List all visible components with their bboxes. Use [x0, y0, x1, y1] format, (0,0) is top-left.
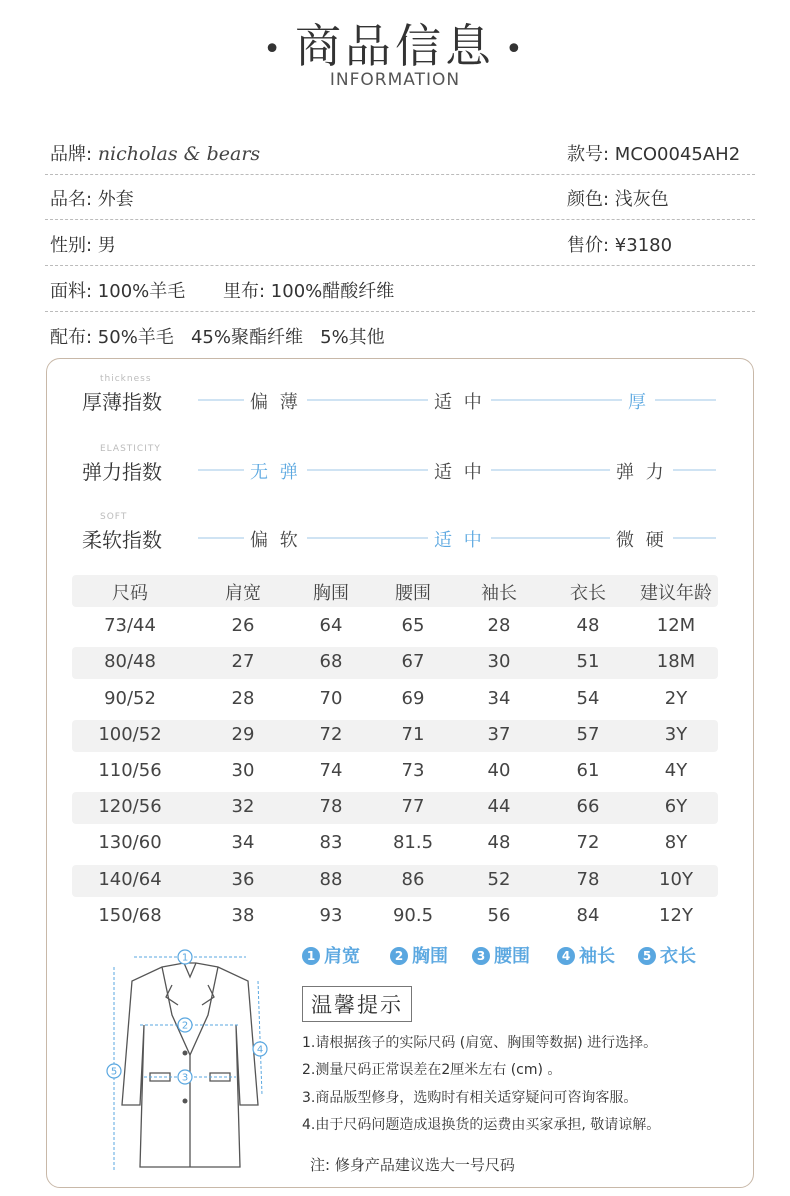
table-cell: 8Y	[664, 832, 688, 854]
table-cell: 93	[319, 904, 343, 926]
table-cell: 12M	[656, 615, 696, 637]
table-cell: 84	[576, 904, 600, 926]
table-cell: 130/60	[98, 832, 162, 854]
table-cell: 4Y	[664, 760, 688, 781]
table-cell: 77	[401, 796, 425, 818]
product-lining: 里布: 100%醋酸纤维	[223, 281, 395, 302]
product-fabric: 面料: 100%羊毛	[50, 281, 186, 302]
product-gender: 性别: 男	[50, 235, 116, 256]
table-cell: 86	[401, 868, 425, 890]
table-header-cell: 建议年龄	[640, 583, 712, 604]
table-cell: 74	[319, 760, 343, 781]
table-cell: 12Y	[659, 904, 693, 926]
table-cell: 51	[576, 651, 600, 673]
diagram-marker-number: 4	[256, 1044, 264, 1056]
table-header-cell: 袖长	[481, 583, 517, 604]
table-cell: 36	[231, 868, 255, 890]
table-cell: 61	[576, 760, 600, 781]
table-header-cell: 衣长	[570, 583, 606, 604]
legend-label: 胸围	[412, 946, 448, 967]
table-cell: 83	[319, 832, 343, 854]
table-cell: 52	[487, 868, 511, 890]
info-row-brand	[45, 130, 755, 175]
info-row-fabric	[45, 267, 755, 312]
table-cell: 44	[487, 796, 511, 818]
tips-note: 注: 修身产品建议选大一号尺码	[310, 1156, 515, 1174]
index-option: 无 弹	[244, 458, 307, 484]
table-cell: 78	[319, 796, 343, 818]
tip-item: 1.请根据孩子的实际尺码 (肩宽、胸围等数据) 进行选择。	[302, 1035, 658, 1051]
table-header-cell: 肩宽	[225, 583, 261, 604]
tips-title: 温馨提示	[302, 986, 412, 1022]
table-cell: 32	[231, 796, 255, 818]
index-option: 弹 力	[610, 458, 673, 484]
index-option: 适 中	[428, 458, 491, 484]
table-cell: 18M	[656, 651, 696, 673]
table-cell: 65	[401, 615, 425, 637]
table-cell: 81.5	[392, 832, 434, 854]
index-label: 柔软指数	[82, 528, 162, 552]
brand-value: nicholas & bears	[97, 143, 261, 165]
legend-number-badge: 5	[638, 947, 656, 965]
index-caption: ELASTICITY	[100, 444, 161, 454]
page-title	[0, 10, 790, 76]
coat-outline	[122, 963, 258, 1167]
table-cell: 40	[487, 760, 511, 781]
table-cell: 30	[231, 760, 255, 781]
table-cell: 110/56	[98, 760, 162, 781]
table-cell: 6Y	[664, 796, 688, 818]
index-label: 厚薄指数	[82, 390, 162, 414]
table-cell: 2Y	[664, 687, 688, 709]
style-number: 款号: MCO0045AH2	[567, 144, 741, 165]
product-trim: 配布: 50%羊毛 45%聚酯纤维 5%其他	[50, 327, 385, 348]
info-row-gender	[45, 221, 755, 266]
index-label: 弹力指数	[82, 460, 162, 484]
table-cell: 27	[231, 651, 255, 673]
table-cell: 28	[231, 687, 255, 709]
table-cell: 34	[487, 687, 511, 709]
table-cell: 28	[487, 615, 511, 637]
table-cell: 57	[576, 723, 600, 745]
table-header-cell: 尺码	[112, 583, 148, 604]
table-cell: 67	[401, 651, 425, 673]
table-cell: 48	[487, 832, 511, 854]
table-cell: 30	[487, 651, 511, 673]
table-cell: 64	[319, 615, 343, 637]
table-cell: 72	[319, 723, 343, 745]
legend-item	[390, 942, 448, 968]
table-cell: 10Y	[659, 868, 693, 890]
legend-item	[302, 942, 360, 968]
table-cell: 120/56	[98, 796, 162, 818]
diagram-marker-number: 1	[181, 952, 189, 964]
table-cell: 72	[576, 832, 600, 854]
index-caption: SOFT	[100, 512, 128, 522]
table-cell: 26	[231, 615, 255, 637]
table-cell: 66	[576, 796, 600, 818]
brand-label: 品牌:	[50, 144, 93, 165]
product-price: 售价: ¥3180	[567, 235, 673, 256]
legend-number-badge: 2	[390, 947, 408, 965]
table-cell: 70	[319, 687, 343, 709]
info-row-name	[45, 175, 755, 220]
legend-label: 袖长	[579, 946, 615, 967]
title-dot-right: •	[505, 32, 527, 67]
table-cell: 56	[487, 904, 511, 926]
table-cell: 100/52	[98, 723, 162, 745]
tip-item: 3.商品版型修身，选购时有相关适穿疑问可咨询客服。	[302, 1090, 638, 1106]
table-cell: 140/64	[98, 868, 162, 890]
table-header-cell: 胸围	[313, 583, 349, 604]
brand-field	[50, 140, 260, 166]
table-cell: 54	[576, 687, 600, 709]
index-option: 偏 软	[244, 526, 307, 552]
table-cell: 73	[401, 760, 425, 781]
index-option: 微 硬	[610, 526, 673, 552]
table-cell: 73/44	[104, 615, 156, 637]
table-cell: 3Y	[664, 723, 688, 745]
legend-number-badge: 3	[472, 947, 490, 965]
index-option: 偏 薄	[244, 388, 307, 414]
tip-item: 2.测量尺码正常误差在2厘米左右 (cm) 。	[302, 1062, 562, 1078]
index-option: 适 中	[428, 388, 491, 414]
table-cell: 90/52	[104, 687, 156, 709]
index-caption: thickness	[100, 374, 152, 384]
table-cell: 38	[231, 904, 255, 926]
table-cell: 90.5	[392, 904, 434, 926]
title-dot-left: •	[263, 32, 285, 67]
table-header-cell: 腰围	[395, 583, 431, 604]
legend-number-badge: 4	[557, 947, 575, 965]
info-row-trim	[45, 313, 755, 358]
page-title-text: 商品信息	[295, 19, 495, 73]
diagram-marker-number: 2	[181, 1020, 189, 1032]
table-cell: 48	[576, 615, 600, 637]
legend-item	[472, 942, 530, 968]
product-name: 品名: 外套	[50, 189, 134, 210]
legend-item	[557, 942, 615, 968]
table-cell: 68	[319, 651, 343, 673]
legend-label: 腰围	[494, 946, 530, 967]
diagram-marker-number: 3	[181, 1072, 189, 1084]
legend-label: 衣长	[660, 946, 696, 967]
table-cell: 34	[231, 832, 255, 854]
table-cell: 69	[401, 687, 425, 709]
page-subtitle: INFORMATION	[329, 70, 461, 90]
legend-number-badge: 1	[302, 947, 320, 965]
table-cell: 80/48	[104, 651, 156, 673]
table-cell: 29	[231, 723, 255, 745]
index-option: 适 中	[428, 526, 491, 552]
product-color: 颜色: 浅灰色	[567, 189, 669, 210]
legend-item	[638, 942, 696, 968]
coat-measure-diagram	[100, 945, 280, 1180]
legend-label: 肩宽	[324, 946, 360, 967]
table-cell: 71	[401, 723, 425, 745]
table-cell: 88	[319, 868, 343, 890]
table-cell: 150/68	[98, 904, 162, 926]
table-cell: 37	[487, 723, 511, 745]
tip-item: 4.由于尺码问题造成退换货的运费由买家承担, 敬请谅解。	[302, 1117, 661, 1133]
index-option: 厚	[622, 388, 655, 414]
diagram-marker-number: 5	[110, 1066, 118, 1078]
table-cell: 78	[576, 868, 600, 890]
